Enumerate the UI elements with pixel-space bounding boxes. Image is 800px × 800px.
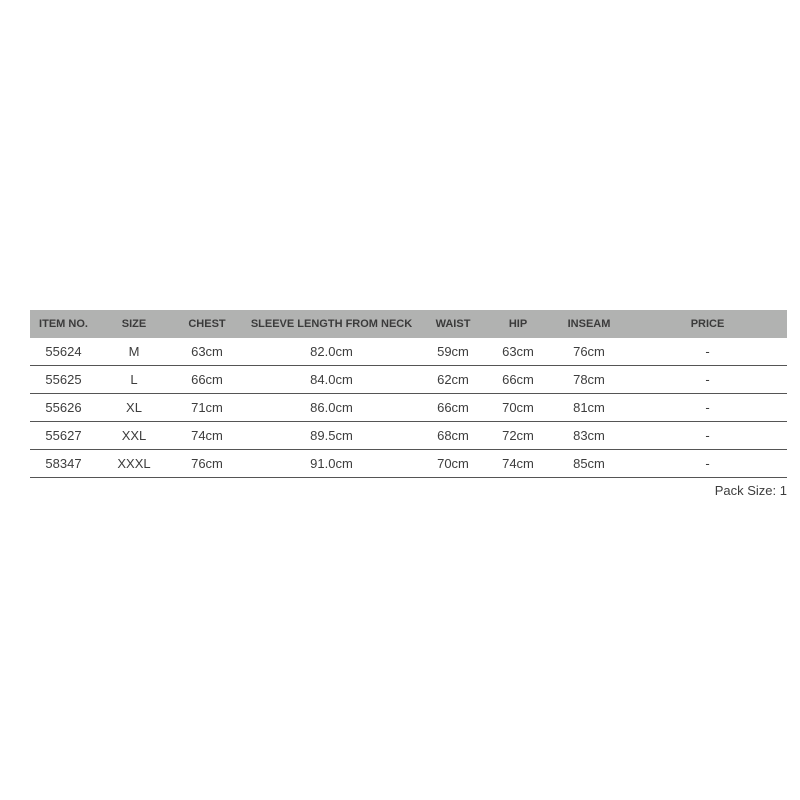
table-cell: -	[628, 366, 787, 394]
table-cell: 76cm	[171, 450, 243, 478]
table-cell: 86.0cm	[243, 394, 420, 422]
table-cell: 83cm	[550, 422, 628, 450]
table-cell: 74cm	[486, 450, 550, 478]
table-row	[30, 422, 787, 450]
table-cell: -	[628, 338, 787, 366]
table-cell: XXL	[97, 422, 171, 450]
table-cell: 58347	[30, 450, 97, 478]
table-cell: 68cm	[420, 422, 486, 450]
table-cell: 66cm	[486, 366, 550, 394]
column-header-size: SIZE	[97, 310, 171, 338]
table-cell: XL	[97, 394, 171, 422]
column-header-item-no: ITEM NO.	[30, 310, 97, 338]
table-cell: 62cm	[420, 366, 486, 394]
size-chart-table	[30, 310, 787, 478]
size-chart	[30, 310, 787, 499]
table-row	[30, 394, 787, 422]
table-cell: 84.0cm	[243, 366, 420, 394]
table-cell: 55625	[30, 366, 97, 394]
table-cell: -	[628, 422, 787, 450]
table-cell: -	[628, 394, 787, 422]
table-cell: 72cm	[486, 422, 550, 450]
table-row	[30, 366, 787, 394]
column-header-price: PRICE	[628, 310, 787, 338]
table-cell: XXXL	[97, 450, 171, 478]
table-cell: 55627	[30, 422, 97, 450]
table-cell: 81cm	[550, 394, 628, 422]
table-cell: 78cm	[550, 366, 628, 394]
table-cell: 55626	[30, 394, 97, 422]
table-cell: 59cm	[420, 338, 486, 366]
table-cell: 63cm	[171, 338, 243, 366]
table-cell: 66cm	[171, 366, 243, 394]
table-cell: 70cm	[486, 394, 550, 422]
column-header-inseam: INSEAM	[550, 310, 628, 338]
table-row	[30, 450, 787, 478]
column-header-waist: WAIST	[420, 310, 486, 338]
pack-size-label: Pack Size: 1	[714, 483, 787, 498]
table-cell: 74cm	[171, 422, 243, 450]
table-cell: 70cm	[420, 450, 486, 478]
table-header-row	[30, 310, 787, 338]
table-cell: 89.5cm	[243, 422, 420, 450]
table-cell: L	[97, 366, 171, 394]
table-cell: M	[97, 338, 171, 366]
table-cell: 55624	[30, 338, 97, 366]
table-row	[30, 338, 787, 366]
table-cell: -	[628, 450, 787, 478]
table-cell: 63cm	[486, 338, 550, 366]
table-cell: 76cm	[550, 338, 628, 366]
column-header-sleeve-length-from-neck: SLEEVE LENGTH FROM NECK	[243, 310, 420, 338]
table-cell: 71cm	[171, 394, 243, 422]
table-cell: 82.0cm	[243, 338, 420, 366]
column-header-chest: CHEST	[171, 310, 243, 338]
table-cell: 85cm	[550, 450, 628, 478]
table-cell: 91.0cm	[243, 450, 420, 478]
table-cell: 66cm	[420, 394, 486, 422]
column-header-hip: HIP	[486, 310, 550, 338]
